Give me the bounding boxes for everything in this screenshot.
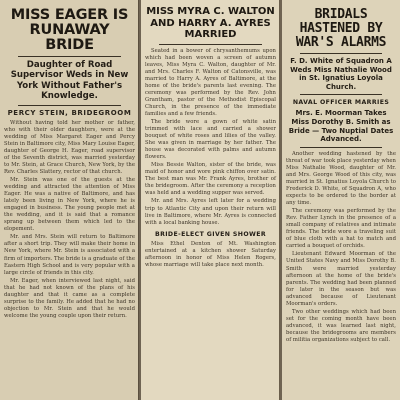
article-deck: Daughter of Road Supervisor Weds in New York Without Father's Knowledge. (10, 60, 129, 102)
article-paragraph: Another wedding hastened by the threat of war took place yesterday when Miss Nathalie Wood, daughter of Mr. and Mrs. George Wood of this city, was married in St. Ignatius Loyola Church to Frederick D. White, of Squadron A, who expects to be ordered to the border at any time. (286, 150, 396, 207)
article-paragraph: Miss Ethel Denton of Mt. Washington entertained at a kitchen shower Saturday afternoon in honor of Miss Helen Rogers, whose marriage will take place next month. (145, 240, 276, 268)
article-paragraph: Mr. and Mrs. Stein will return to Baltimore after a short trip. They will make their home in New York, where Mr. Stein is associated with a firm of importers. The bride is a graduate of the Eastern High School and is very popular with a large circle of friends in this city. (4, 234, 135, 276)
headline-rule (159, 44, 262, 45)
deck-rule (18, 105, 121, 106)
subdeck-rule (300, 147, 382, 148)
article-paragraph: The bride wore a gown of white satin trimmed with lace and carried a shower bouquet of white roses and lilies of the valley. She was given in marriage by her father. The house was decorated with palms and autumn flowers. (145, 118, 276, 161)
article-paragraph: Mr. Eager, when interviewed last night, said that he had not known of the plans of his daughter and that it came as a complete surprise to the family. He added that he had no objection to Mr. Stein and that he would welcome the young couple upon their return. (4, 277, 135, 319)
headline-rule (18, 56, 121, 57)
clipping-bridals-hastened (282, 0, 400, 400)
headline-rule (300, 53, 382, 54)
article-paragraph: Miss Bessie Walton, sister of the bride, was maid of honor and wore pink chiffon over satin. The best man was Mr. Frank Ayres, brother of the bridegroom. After the ceremony a reception was held and a wedding supper was served. (145, 162, 276, 197)
article-paragraph: The ceremony was performed by the Rev. Father Lynch in the presence of a small company of relatives and intimate friends. The bride wore a traveling suit of blue cloth with a hat to match and carried a bouquet of orchids. (286, 208, 396, 250)
clipping-walton-ayres-married (141, 0, 280, 400)
article-paragraph: Without having told her mother or father, who with their older daughters, were at the wedding of Miss Margaret Eager and Percy Stein in Baltimore city, Miss Mary Louise Eager, daughter of George H. Eager, road supervisor of the Seventh district, was married yesterday to Mr. Stein, at Grace Church, New York, by the Rev. Charles Slattery, rector of that church. (4, 119, 135, 175)
article-paragraph: Mr. and Mrs. Ayres left later for a wedding trip to Atlantic City and upon their return will live in Baltimore, where Mr. Ayres is connected with a local banking house. (145, 198, 276, 226)
article-headline: MISS EAGER IS RUNAWAY BRIDE (10, 7, 129, 53)
article-headline: MISS MYRA C. WALTON AND HARRY A. AYRES MARRIED (146, 6, 275, 40)
article-subdeck: Mrs. E. Moorman Takes Miss Dorothy B. Smith as Bride — Two Nuptial Dates Advanced. (288, 109, 394, 144)
article-byline: PERCY STEIN, BRIDEGROOM (7, 108, 132, 117)
article-paragraph: Mr. Stein was one of the guests at the wedding and attracted the attention of Miss Eager. He was a native of Baltimore, and has lately been living in New York, where he is engaged in business. The young people met at the wedding, and it is said that a romance sprang up between them which led to the elopement. (4, 177, 135, 233)
article-subhead: NAVAL OFFICER MARRIES (292, 99, 390, 107)
article-paragraph: Two other weddings which had been set for the coming month have been advanced, it was learned last night, because the bridegrooms are members of militia organizations subject to call. (286, 308, 396, 343)
article-subhead: BRIDE-ELECT GIVEN SHOWER (154, 230, 267, 238)
article-paragraph: Seated in a bower of chrysanthemums upon which had been woven a screen of autumn leaves, Miss Myra C. Walton, daughter of Mr. and Mrs. Charles F. Walton of Catonsville, was married to Harry A. Ayres of Baltimore, at the home of the bride's parents last evening. The ceremony was performed by the Rev. John Grantham, pastor of the Methodist Episcopal Church, in the presence of the immediate families and a few friends. (145, 47, 276, 117)
clipping-eager-runaway-bride (0, 0, 139, 400)
article-headline: BRIDALS HASTENED BY WAR'S ALARMS (295, 7, 387, 50)
deck-rule (300, 94, 382, 95)
article-deck: F. D. White of Squadron A Weds Miss Nathalie Wood in St. Ignatius Loyola Church. (290, 57, 392, 91)
article-paragraph: Lieutenant Edward Moorman of the United States Navy and Miss Dorothy B. Smith were married yesterday afternoon at the home of the bride's parents. The wedding had been planned for later in the season but was advanced because of Lieutenant Moorman's orders. (286, 251, 396, 307)
